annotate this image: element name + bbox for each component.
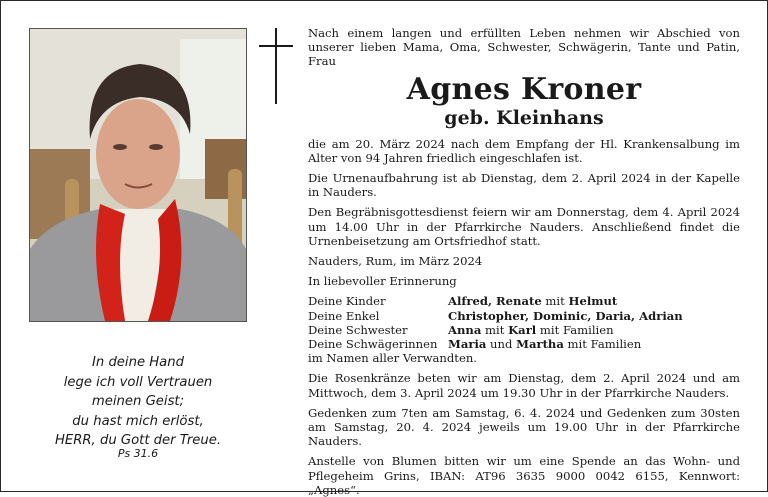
cross-icon bbox=[259, 28, 293, 104]
family-label: Deine Enkel bbox=[308, 308, 380, 323]
family-names: Christopher, Dominic, Daria, Adrian bbox=[448, 308, 683, 323]
family-row-sister: Deine Schwester Anna mit Karl mit Familien bbox=[308, 322, 614, 337]
obituary-text bbox=[308, 26, 740, 497]
place-date: Nauders, Rum, im März 2024 bbox=[308, 254, 483, 269]
poem-line: meinen Geist; bbox=[91, 394, 185, 409]
urn-viewing: Die Urnenaufbahrung ist ab Dienstag, dem 2. April 2024 in der Kapelle in Nauders. bbox=[308, 171, 740, 200]
poem-source: Ps 31.6 bbox=[117, 447, 159, 460]
intro-text: Nach einem langen und erfüllten Leben nehmen wir Abschied von unserer lieben Mama, Oma, Schwester, Schwägerin, Tante und Patin, Frau bbox=[308, 26, 740, 69]
portrait-photo bbox=[29, 28, 247, 322]
rosary-info: Die Rosenkränze beten wir am Dienstag, dem 2. April 2024 und am Mittwoch, dem 3. April 2024 um 19.30 Uhr in der Pfarrkirche Nauders. bbox=[308, 371, 740, 400]
memory-line: In liebevoller Erinnerung bbox=[308, 274, 457, 289]
family-row-sisters-in-law: Deine Schwägerinnen Maria und Martha mit Familien bbox=[308, 337, 642, 352]
donation-info: Anstelle von Blumen bitten wir um eine Spende an das Wohn- und Pflegeheim Grins, IBAN: AT96 3635 9000 0042 6155, Kennwort: „Agnes“. bbox=[308, 454, 740, 497]
funeral-info: Den Begräbnisgottesdienst feiern wir am Donnerstag, dem 4. April 2024 um 14.00 Uhr in der Pfarrkirche Nauders. Anschließend findet die Urnenbeisetzung am Ortsfriedhof statt. bbox=[308, 205, 740, 248]
memorial-info: Gedenken zum 7ten am Samstag, 6. 4. 2024 und Gedenken zum 30sten am Samstag, 20. 4. 2024 jeweils um 19.00 Uhr in der Pfarrkirche Nauders. bbox=[308, 405, 740, 449]
family-label: Deine Schwägerinnen bbox=[308, 337, 438, 352]
family-row-grandchildren bbox=[308, 309, 740, 323]
family-list bbox=[308, 294, 740, 365]
portrait-illustration bbox=[30, 29, 246, 321]
poem-line: In deine Hand bbox=[92, 355, 184, 370]
poem-line: HERR, du Gott der Treue. bbox=[54, 433, 222, 448]
family-row-children: Deine Kinder Alfred, Renate mit Helmut bbox=[308, 294, 618, 309]
poem bbox=[29, 353, 247, 451]
deceased-name: Agnes Kroner bbox=[406, 71, 642, 107]
family-label: Deine Schwester bbox=[308, 322, 408, 337]
maiden-name: geb. Kleinhans bbox=[444, 106, 604, 129]
poem-line: du hast mich erlöst, bbox=[72, 413, 204, 429]
poem-line: lege ich voll Vertrauen bbox=[63, 374, 213, 390]
family-label: Deine Kinder bbox=[308, 294, 386, 309]
death-notice: die am 20. März 2024 nach dem Empfang der Hl. Krankensalbung im Alter von 94 Jahren friedlich eingeschlafen ist. bbox=[308, 136, 740, 165]
relatives-line: im Namen aller Verwandten. bbox=[308, 351, 477, 366]
